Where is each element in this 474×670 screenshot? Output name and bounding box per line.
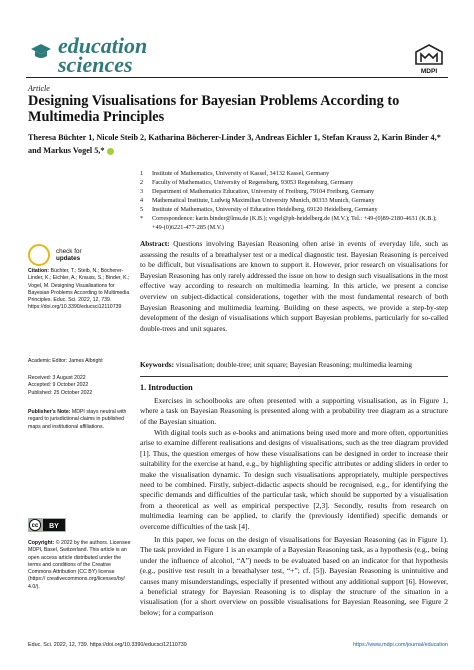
keywords xyxy=(140,360,448,370)
affiliation-item xyxy=(140,205,450,214)
affiliation-text: Mathematical Institute, Ludwig Maximilian University Munich, 80333 Munich, Germany xyxy=(152,197,375,204)
affiliation-mark: 1 xyxy=(140,170,144,177)
author-names: Theresa Büchter 1, Nicole Steib 2, Katharina Böcherer-Linder 3, Andreas Eichler 1, Stefan Krauss 2, Karin Binder 4,* and Markus Vogel 5,* xyxy=(28,133,441,155)
check-updates-icon xyxy=(28,244,50,266)
affiliation-mark: * xyxy=(140,215,144,222)
copyright-label: Copyright: xyxy=(28,540,55,546)
orcid-icon[interactable] xyxy=(107,148,114,155)
affiliation-text: Institute of Mathematics, University of Education Heidelberg, 69120 Heidelberg, Germany xyxy=(152,206,378,213)
check-for-updates-badge[interactable] xyxy=(28,244,82,266)
keywords-text: visualisation; double-tree; unit square; Bayesian Reasoning; multimedia learning xyxy=(175,360,412,369)
article-type: Article xyxy=(28,84,50,93)
affiliation-item xyxy=(140,178,450,187)
check-updates-text xyxy=(56,248,82,262)
header-rule xyxy=(26,77,448,78)
affiliation-mark: 5 xyxy=(140,206,144,213)
publisher-note-text: MDPI stays neutral with regard to jurisdictional claims in published maps and institutional affiliations. xyxy=(28,409,127,430)
article-title: Designing Visualisations for Bayesian Problems According to Multimedia Principles xyxy=(28,93,400,125)
keywords-label: Keywords: xyxy=(140,360,175,369)
publisher-name: MDPI xyxy=(420,68,438,75)
affiliation-item xyxy=(140,214,450,232)
editor-line: Academic Editor: James Albright xyxy=(28,358,103,364)
affiliation-item xyxy=(140,169,450,178)
affiliation-mark: 3 xyxy=(140,188,144,195)
citation-label: Citation: xyxy=(28,268,50,274)
affiliation-text: Correspondence: karin.binder@lmu.de (K.B.); vogel@ph-heidelberg.de (M.V.); Tel.: +49-(0)89-2180-4631 (K.B.); +49-(0)6221-477-285 (M.V.) xyxy=(152,215,437,231)
check-updates-line2: updates xyxy=(56,255,81,262)
publisher-note xyxy=(28,409,132,431)
abstract-label: Abstract: xyxy=(140,239,170,248)
footer-citation: Educ. Sci. 2022, 12, 739. https://doi.org/10.3390/educsci12110739 xyxy=(28,642,187,648)
affiliations xyxy=(140,169,450,232)
publisher-note-label: Publisher's Note: xyxy=(28,409,71,415)
check-updates-line1: check for xyxy=(56,248,82,255)
journal-name-line1: education xyxy=(58,33,148,58)
journal-name xyxy=(58,33,148,77)
received-date: Received: 3 August 2022 xyxy=(28,375,86,381)
abstract xyxy=(140,239,448,334)
mdpi-logo-icon xyxy=(414,44,444,66)
intro-paragraph-2: With digital tools such as e-books and animations being used more and more often, opportunities arise to examine different realisations and designs of visualisations, such as the tree diagram provided [1]. Thus, the question emerges of how these visualisations can be designed in order to increase their suitability for the exercise at hand, e.g., by highlighting specific attributes or adding sliders in order to make the visualisation dynamic. To design such visualisations appropriately, multiple perspectives need to be combined. Firstly, subject-didactic aspects should be recognised, e.g., for identifying the specific demands and difficulties of the particular task, which should be supported by a visualisation from a theoretical as well as empirical perspective [2,3]. Secondly, results from research on multimedia learning can be applied, to clarify the (previously identified) specific demands or overcome difficulties of the task [4]. xyxy=(140,428,448,531)
citation-text: Büchter, T.; Steib, N.; Böcherer-Linder, K.; Eichler, A.; Krauss, S.; Binder, K.; Vogel, M. Designing Visualisations for Bayesian Problems According to Multimedia Principles. Educ. Sci. 2022, 12, 739. https://doi.org/10.3390/educsci12110739 xyxy=(28,268,130,311)
cc-label: cc xyxy=(31,523,39,530)
author-list xyxy=(28,131,448,157)
affiliation-text: Faculty of Mathematics, University of Regensburg, 93053 Regensburg, Germany xyxy=(152,179,354,186)
published-date: Published: 25 October 2022 xyxy=(28,389,93,396)
affiliation-item xyxy=(140,196,450,205)
footer-journal-link[interactable]: https://www.mdpi.com/journal/education xyxy=(353,642,448,648)
page-footer xyxy=(28,642,448,648)
citation-block xyxy=(28,268,132,312)
cc-by-label: BY xyxy=(49,523,59,530)
section-heading-introduction: 1. Introduction xyxy=(140,383,193,392)
copyright-block xyxy=(28,540,132,591)
intro-paragraph-3: In this paper, we focus on the design of visualisations for Bayesian Reasoning (as in Figure 1). The task provided in Figure 1 is an example of a Bayesian Reasoning task, as a hypothesis (e.g., being under the influence of alcohol, “A”) needs to be evaluated based on an indicator for that hypothesis (e.g., positive test result in a breathalyser test, “+”; cf. [5]). Bayesian Reasoning is unintuitive and causes many misunderstandings, especially if presented without any additional support [6]. However, a beneficial strategy for Bayesian Reasoning is to display the structure of the situation in a visualisation (for a short overview on possible visualisations for Bayesian Reasoning, see Figure 2 below; for a comparison xyxy=(140,535,448,617)
dates-block xyxy=(28,375,132,397)
affiliation-text: Department of Mathematics Education, University of Freiburg, 79104 Freiburg, Germany xyxy=(152,188,375,195)
copyright-text: © 2022 by the authors. Licensee MDPI, Basel, Switzerland. This article is an open access article distributed under the terms and conditions of the Creative Commons Attribution (CC BY) license (https:// creativecommons.org/licenses/by/ 4.0/). xyxy=(28,540,131,590)
cc-by-license-icon[interactable] xyxy=(28,518,66,532)
abstract-text: Questions involving Bayesian Reasoning often arise in events of everyday life, such as assessing the results of a breathalyser test or a medical diagnostic test. Bayesian Reasoning is perceived to be difficult, but visualisations are known to support it. However, prior research on visualisations for Bayesian Reasoning has only rarely addressed the issue on how to design such visualisations in the most effective way according to research on multimedia learning. In this article, we present a concise overview on subject-didactical considerations, together with the most fundamental research of both Bayesian Reasoning and multimedia learning. Building on these aspects, we provide a step-by-step development of the design of visualisations which support Bayesian problems, particularly for so-called double-trees and unit squares. xyxy=(140,239,448,333)
affiliation-mark: 4 xyxy=(140,197,144,204)
affiliation-mark: 2 xyxy=(140,179,144,186)
affiliation-item xyxy=(140,187,450,196)
accepted-date: Accepted: 9 October 2022 xyxy=(28,382,89,389)
journal-logo-icon xyxy=(30,42,52,62)
keywords-rule xyxy=(140,376,448,377)
intro-paragraph-1: Exercises in schoolbooks are often presented with a supporting visualisation, as in Figure 1, where a task on Bayesian Reasoning is presented along with a probability tree diagram as a structure of the Bayesian situation. xyxy=(140,396,448,426)
journal-name-line2: sciences xyxy=(58,52,133,77)
affiliation-text: Institute of Mathematics, University of Kassel, 34132 Kassel, Germany xyxy=(152,170,330,177)
